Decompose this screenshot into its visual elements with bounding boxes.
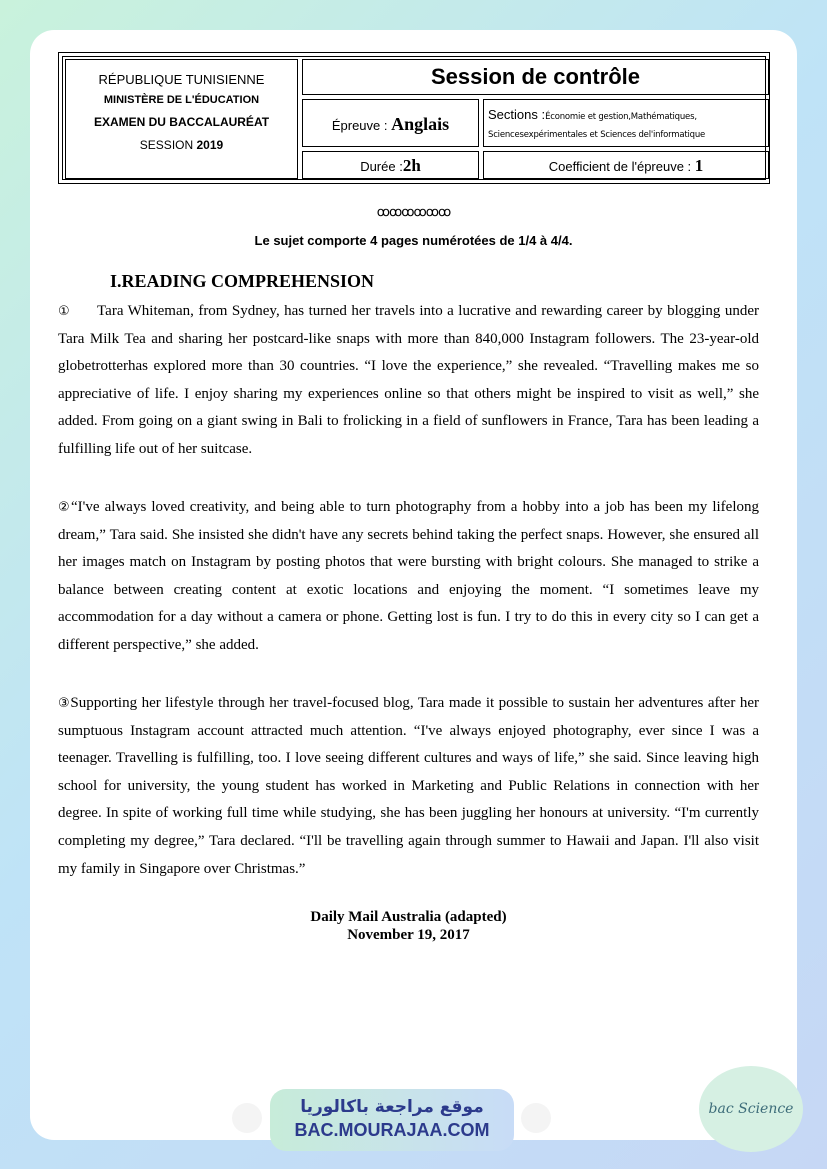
- source-date: November 19, 2017: [347, 927, 470, 943]
- coefficient-value: 1: [694, 156, 704, 175]
- duree-cell: Durée :2h: [302, 151, 479, 179]
- footer-banner[interactable]: [270, 1089, 514, 1151]
- source-name: Daily Mail Australia (adapted): [310, 909, 507, 925]
- country-label: RÉPUBLIQUE TUNISIENNE: [98, 72, 265, 87]
- sections-value: Économie et gestion,Mathématiques, Sciencesexpérimentales et Sciences del'informatique: [488, 112, 706, 140]
- paragraph-text-3: Supporting her lifestyle through her travel-focused blog, Tara made it possible to sustain her adventures after her sumptuous Instagram account attracted much attention. “I've always enjoyed photography, ever since I was a teenager. Travelling is fulfilling, too. I love seeing different cultures and ways of life,” she said. Since leaving high school for university, the young student has worked in Marketing and Public Relations in connection with her degree. In spite of working full time while studying, she has been juggling her honours at university. “I'm currently completing my degree,” Tara declared. “I'll be travelling again through summer to Hawaii and Japan. I'll also visit my family in Singapore over Christmas.”: [58, 695, 759, 877]
- page-title: Session de contrôle: [302, 59, 769, 95]
- coefficient-cell: Coefficient de l'épreuve : 1: [483, 151, 769, 179]
- header-identity-cell: [65, 59, 298, 179]
- paragraph-number-2: ②: [58, 500, 72, 515]
- paragraph-text-1: Tara Whiteman, from Sydney, has turned her travels into a lucrative and rewarding career by blogging under Tara Milk Tea and sharing her postcard-like snaps with more than 840,000 Instagram followers. The 23-year-old globetrotterhas explored more than 30 countries. “I love the experience,” she revealed. “Travelling makes me so appreciative of life. I enjoy sharing my experiences online so that others might be inspired to visit as well,” she added. From going on a giant swing in Bali to frolicking in a field of sunflowers in France, Tara has been leading a fulfilling life out of her suitcase.: [58, 303, 759, 457]
- footer-arabic-text: موقع مراجعة باكالوريا: [300, 1097, 484, 1117]
- ornament-divider: ꝏꝏꝏꝏꝏꝏ: [376, 204, 451, 219]
- sections-cell: Sections :Économie et gestion,Mathématiques, Sciencesexpérimentales et Sciences del'informatique: [483, 99, 769, 147]
- site-logo-icon-right: [521, 1103, 551, 1133]
- footer-url-link[interactable]: BAC.MOURAJAA.COM: [294, 1120, 490, 1140]
- epreuve-cell: Épreuve : Anglais: [302, 99, 479, 147]
- bac-science-badge: bac Science: [699, 1066, 803, 1152]
- paragraph-3: [58, 690, 759, 883]
- session-label: SESSION 2019: [139, 138, 224, 152]
- exam-header-table: [58, 52, 770, 184]
- paragraph-number-3: ③: [58, 696, 71, 711]
- paragraph-text-2: “I've always loved creativity, and being able to turn photography from a hobby into a job has been my lifelong dream,” Tara said. She insisted she didn't have any secrets behind taking the perfect snaps. However, she ensured all her images match on Instagram by posting photos that were bursting with bright colours. She managed to strike a balance between creating content at exotic locations and enjoying the moment. “I sometimes leave my accommodation for a day without a camera or phone. Getting lost is fun. I try to do this in every city so I can get a different perspective,” she added.: [58, 499, 760, 653]
- section-heading: I.READING COMPREHENSION: [110, 271, 375, 291]
- source-citation: [0, 908, 817, 944]
- paragraph-2: [58, 494, 759, 660]
- subject-note: Le sujet comporte 4 pages numérotées de 1/4 à 4/4.: [254, 233, 573, 248]
- paragraph-number-1: ①: [58, 304, 71, 319]
- exam-label: EXAMEN DU BACCALAURÉAT: [93, 115, 270, 129]
- site-logo-icon: [232, 1103, 262, 1133]
- ministry-label: MINISTÈRE DE L'ÉDUCATION: [103, 94, 260, 106]
- duree-value: 2h: [402, 156, 421, 175]
- epreuve-value: Anglais: [391, 114, 450, 134]
- paragraph-1: [58, 298, 759, 464]
- session-year: 2019: [196, 138, 224, 152]
